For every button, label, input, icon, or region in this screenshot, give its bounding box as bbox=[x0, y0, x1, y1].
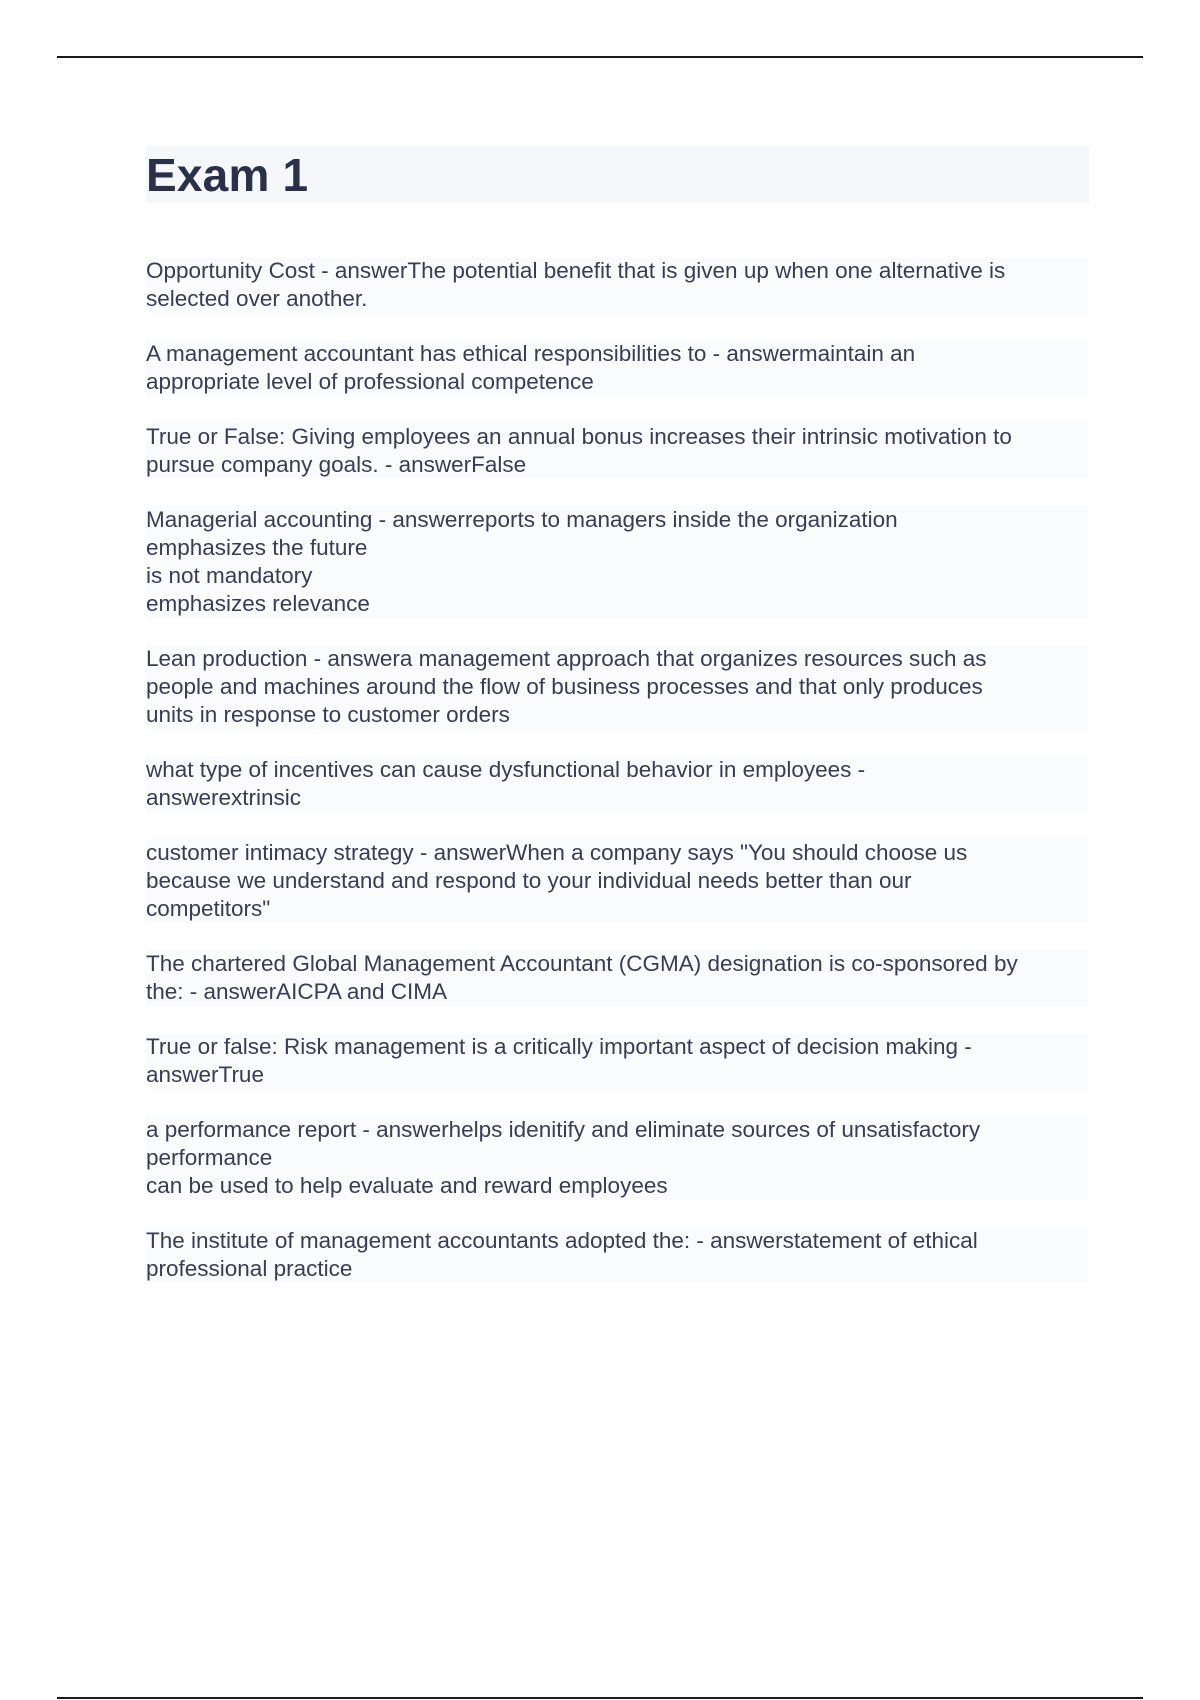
qa-item: The chartered Global Management Accountant (CGMA) designation is co-sponsored by the: - answerAICPA and CIMA bbox=[146, 950, 1089, 1006]
qa-list bbox=[146, 257, 1089, 1283]
title-band bbox=[146, 146, 1089, 203]
document-body bbox=[146, 146, 1089, 1310]
qa-item: A management accountant has ethical responsibilities to - answermaintain an appropriate level of professional competence bbox=[146, 340, 1089, 396]
qa-item: a performance report - answerhelps idenitify and eliminate sources of unsatisfactory performance can be used to help evaluate and reward employees bbox=[146, 1116, 1089, 1200]
page-title: Exam 1 bbox=[146, 148, 309, 201]
qa-item: True or False: Giving employees an annual bonus increases their intrinsic motivation to pursue company goals. - answerFalse bbox=[146, 423, 1089, 479]
qa-item: True or false: Risk management is a critically important aspect of decision making - answerTrue bbox=[146, 1033, 1089, 1089]
top-rule bbox=[57, 56, 1143, 58]
qa-item: Lean production - answera management approach that organizes resources such as people and machines around the flow of business processes and that only produces units in response to customer orders bbox=[146, 645, 1089, 729]
qa-item: The institute of management accountants adopted the: - answerstatement of ethical professional practice bbox=[146, 1227, 1089, 1283]
qa-item: customer intimacy strategy - answerWhen a company says "You should choose us because we understand and respond to your individual needs better than our competitors" bbox=[146, 839, 1089, 923]
qa-item: Opportunity Cost - answerThe potential benefit that is given up when one alternative is selected over another. bbox=[146, 257, 1089, 313]
qa-item: what type of incentives can cause dysfunctional behavior in employees - answerextrinsic bbox=[146, 756, 1089, 812]
bottom-rule bbox=[57, 1697, 1143, 1699]
qa-item: Managerial accounting - answerreports to managers inside the organization emphasizes the future is not mandatory emphasizes relevance bbox=[146, 506, 1089, 618]
